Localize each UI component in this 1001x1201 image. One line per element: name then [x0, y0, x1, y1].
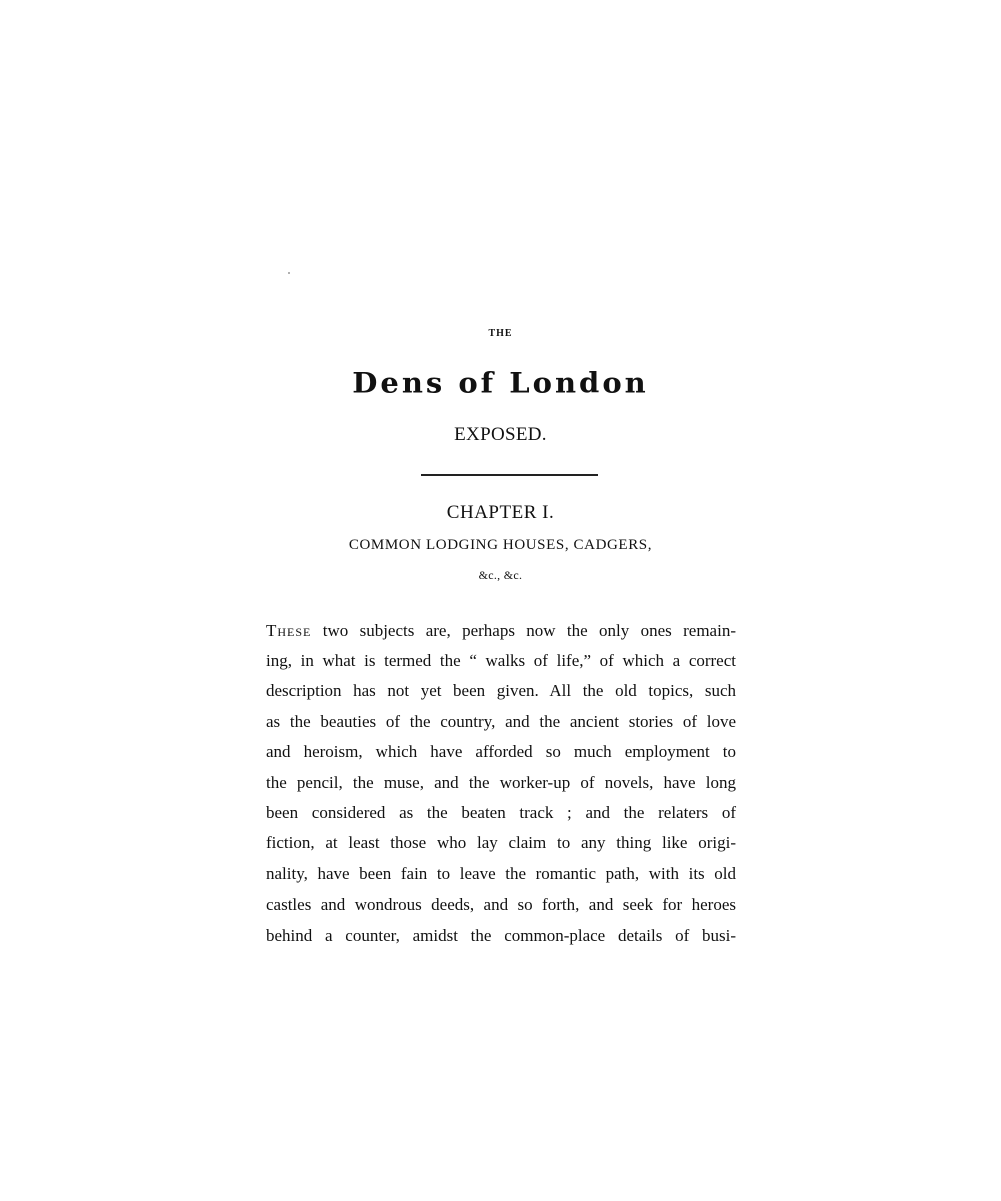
title-rule [421, 474, 598, 476]
body-line-10: castles and wondrous deeds, and so forth, and seek for heroes [266, 895, 736, 914]
body-line-8: fiction, at least those who lay claim to any thing like origi- [266, 833, 736, 852]
chapter-heading: CHAPTER I. [446, 502, 555, 523]
body-line-1 [266, 620, 736, 642]
title-prefix: THE [488, 328, 513, 339]
body-first-word: These [266, 621, 312, 640]
body-line-6: the pencil, the muse, and the worker-up of novels, have long [266, 773, 736, 792]
body-line-3: description has not yet been given. All the old topics, such [266, 681, 736, 700]
scan-speck [288, 272, 290, 274]
body-line-1-text: two subjects are, perhaps now the only ones remain- [311, 621, 736, 640]
body-line-7: been considered as the beaten track ; and the relaters of [266, 803, 736, 822]
body-line-9: nality, have been fain to leave the romantic path, with its old [266, 864, 736, 883]
body-line-2: ing, in what is termed the “ walks of life,” of which a correct [266, 651, 736, 670]
body-line-4: as the beauties of the country, and the ancient stories of love [266, 712, 736, 731]
body-line-5: and heroism, which have afforded so much employment to [266, 742, 736, 761]
title-suffix: EXPOSED. [454, 424, 547, 445]
chapter-etc: &c., &c. [478, 568, 523, 582]
body-line-11: behind a counter, amidst the common-place details of busi- [266, 926, 736, 945]
book-title: Dens of London [352, 366, 649, 400]
chapter-subtitle: COMMON LODGING HOUSES, CADGERS, [348, 537, 653, 553]
